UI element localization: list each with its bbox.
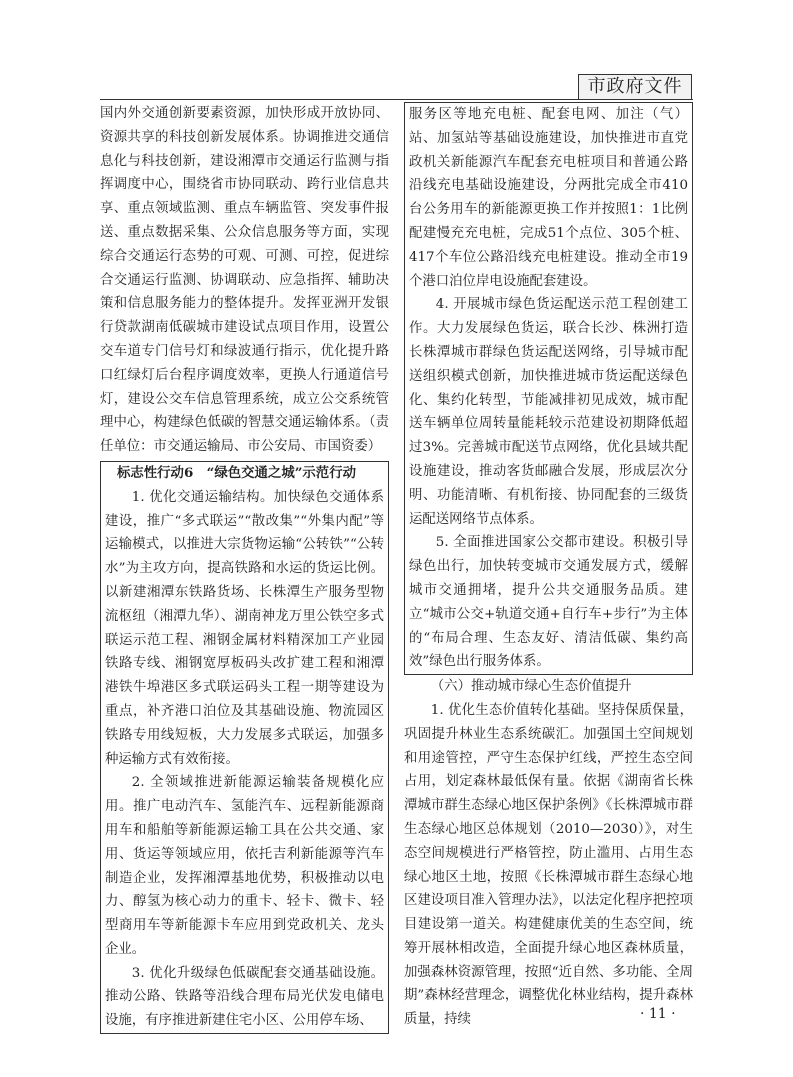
action-item-3: 3. 优化升级绿色低碳配套交通基础设施。推动公路、铁路等沿线合理布局光伏发电储电设施，有序推进新建住宅小区、公用停车场、 bbox=[105, 965, 384, 1029]
action-item-5: 5. 全面推进国家公交都市建设。积极引导绿色出行，加快转变城市交通发展方式，缓解城市交通拥堵，提升公共交通服务品质。建立“城市公交+轨道交通+自行车+步行”为主体的“布局合理、生态友好、清洁低碳、集约高效”绿色出行服务体系。 bbox=[409, 535, 688, 670]
action-item-4: 4. 开展城市绿色货运配送示范工程创建工作。大力发展绿色货运，联合长沙、株洲打造长株潭城市群绿色货运配送网络，引导城市配送组织模式创新，加快推进城市货运配送绿色化、集约化转型，节能减排初见成效，城市配送车辆单位周转量能耗较示范建设初期降低超过3%。完善城市配送节点网络，优化县域共配设施建设，推动客货邮融合发展，形成层次分明、功能清晰、有机衔接、协同配套的三级货运配送网络节点体系。 bbox=[409, 297, 688, 527]
action-box-right bbox=[404, 102, 693, 675]
action-item-1: 1. 优化交通运输结构。加快绿色交通体系建设，推广“多式联运”“散改集”“外集内配”等运输模式，以推进大宗货物运输“公转铁”“公转水”为主攻方向，提高铁路和水运的货运比例。以新建湘潭东铁路货场、长株潭生产服务型物流枢纽（湘潭九华）、湖南神龙万里公铁空多式联运示范工程、湘钢金属材料精深加工产业园铁路专线、湘钢宽厚板码头改扩建工程和湘潭港铁牛埠港区多式联运码头工程一期等建设为重点，补齐港口泊位及其基础设施、物流园区铁路专用线短板，大力发展多式联运，加强多种运输方式有效衔接。 bbox=[105, 489, 384, 767]
intro-paragraph: 国内外交通创新要素资源，加快形成开放协同、资源共享的科技创新发展体系。协调推进交通信息化与科技创新，建设湘潭市交通运行监测与指挥调度中心，围绕省市协同联动、跨行业信息共享、重点领域监测、重点车辆监管、突发事件报送、重点数据采集、公众信息服务等方面，实现综合交通运行态势的可观、可测、可控，促进综合交通运行监测、协调联动、应急指挥、辅助决策和信息服务能力的整体提升。发挥亚洲开发银行贷款湖南低碳城市建设试点项目作用，设置公交车道专门信号灯和绿波通行指示，优化提升路口红绿灯后台程序调度效率，更换人行通道信号灯，建设公交车信息管理系统，成立公交系统管理中心，构建绿色低碳的智慧交通运输体系。（责任单位：市交通运输局、市公安局、市国资委） bbox=[100, 106, 389, 455]
body-paragraph: 1. 优化生态价值转化基础。坚持保质保量，巩固提升林业生态系统碳汇。加强国土空间规划和用途管控，严守生态保护红线，严控生态空间占用，划定森林最低保有量。依据《湖南省长株潭城市群生态绿心地区保护条例》《长株潭城市群生态绿心地区总体规划（2010—2030）》，对生态空间规模进行严格管控，防止滥用、占用生态绿心地区土地，按照《长株潭城市群生态绿心地区建设项目准入管理办法》，以法定化程序把控项目建设第一道关。构建健康优美的生态空间，统筹开展林相改造，全面提升绿心地区森林质量，加强森林资源管理，按照“近自然、多功能、全周期”森林经营理念，调整优化林业结构，提升森林质量，持续 bbox=[404, 702, 693, 1028]
action-box-left bbox=[100, 461, 389, 1034]
page-number: · 11 · bbox=[640, 1006, 676, 1022]
right-column bbox=[404, 102, 693, 1032]
section-heading: （六）推动城市绿心生态价值提升 bbox=[430, 679, 632, 695]
left-column bbox=[100, 102, 389, 1034]
header-rule bbox=[100, 99, 693, 100]
action-item-3-cont: 服务区等地充电桩、配套电网、加注（气）站、加氢站等基础设施建设，加快推进市直党政机关新能源汽车配套充电桩项目和普通公路沿线充电基础设施建设，分两批完成全市410台公务用车的新能源更换工作并按照1：1比例配建慢充充电桩，完成51个点位、305个桩、417个车位公路沿线充电桩建设。推动全市19个港口泊位岸电设施配套建设。 bbox=[409, 107, 688, 289]
action-box-title: 标志性行动6 “绿色交通之城”示范行动 bbox=[117, 464, 356, 481]
section-tag: 市政府文件 bbox=[578, 74, 692, 100]
action-item-2: 2. 全领域推进新能源运输装备规模化应用。推广电动汽车、氢能汽车、远程新能源商用车和船舶等新能源运输工具在公共交通、家用、货运等领域应用，依托吉利新能源等汽车制造企业，发挥湘潭基地优势，积极推动以电力、醇氢为核心动力的重卡、轻卡、微卡、轻型商用车等新能源卡车应用到党政机关、龙头企业。 bbox=[105, 775, 384, 957]
